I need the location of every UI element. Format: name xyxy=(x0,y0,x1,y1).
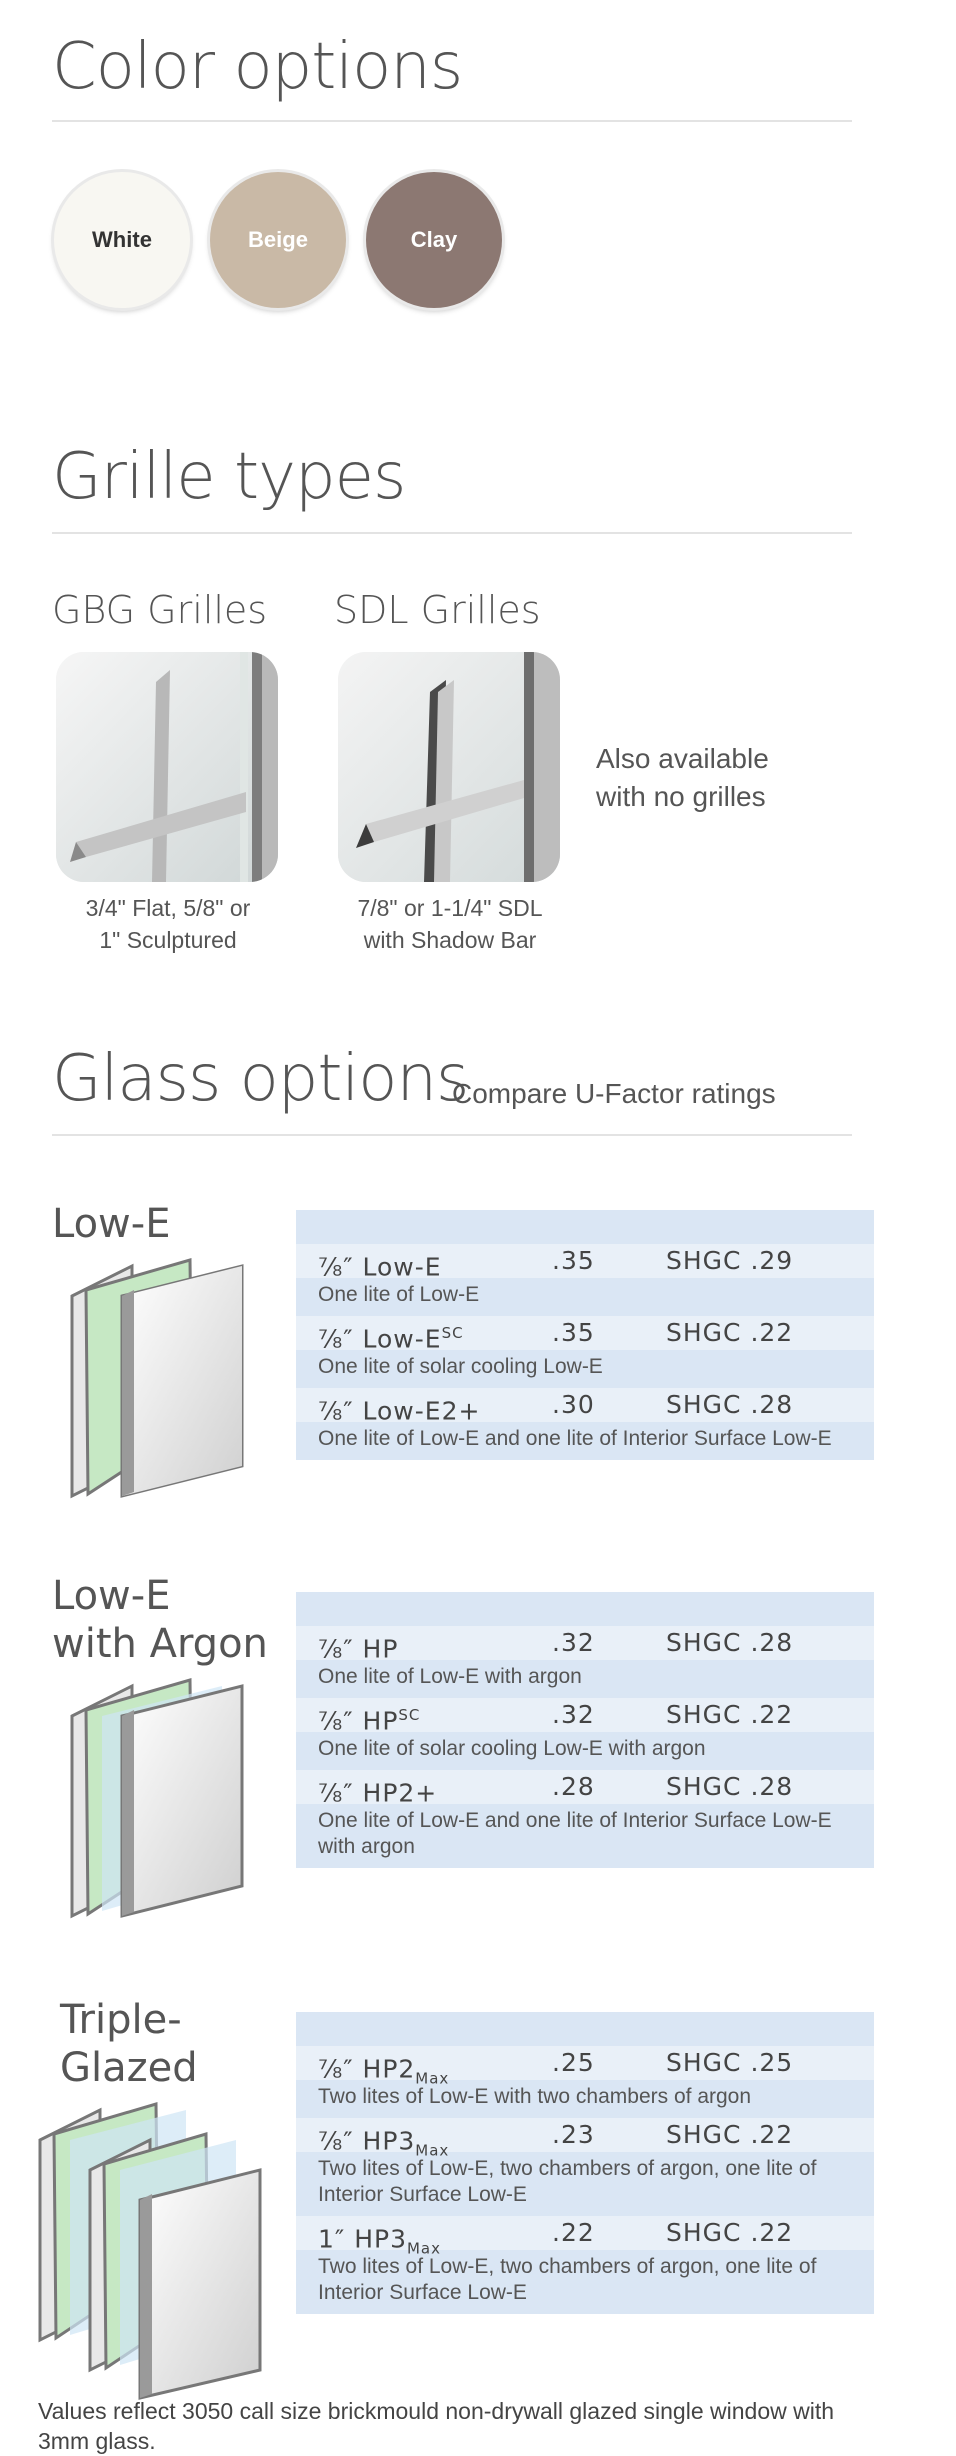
option-name-sup: SC xyxy=(398,1706,421,1724)
gbg-caption xyxy=(38,892,298,956)
swatch-white[interactable] xyxy=(54,172,190,308)
option-name-text: 1″ HP3 xyxy=(318,2224,407,2254)
option-name-sub: Max xyxy=(415,2069,450,2088)
glass-option-description: One lite of Low-E xyxy=(318,1283,480,1306)
grille-types-title: Grille types xyxy=(52,440,406,514)
glass-option-name xyxy=(318,1770,437,1819)
option-name-sup: SC xyxy=(441,1324,464,1342)
divider xyxy=(52,532,852,534)
option-name-text: ⅞″ HP xyxy=(318,1706,399,1736)
label-line: Glazed xyxy=(60,2045,198,2091)
shgc-value: SHGC .29 xyxy=(666,1246,794,1275)
swatch-label: White xyxy=(92,227,152,252)
option-name-sub: Max xyxy=(415,2141,450,2160)
shgc-value: SHGC .28 xyxy=(666,1628,794,1657)
divider xyxy=(52,1134,852,1136)
shgc-value: SHGC .28 xyxy=(666,1390,794,1419)
glass-option-description: Two lites of Low-E with two chambers of argon xyxy=(318,2085,752,2108)
label-line: Low-E xyxy=(52,1201,171,1247)
caption-line: 1" Sculptured xyxy=(99,927,237,953)
panel-top-spacer xyxy=(296,2012,874,2046)
compare-subtitle: Compare U-Factor ratings xyxy=(452,1078,776,1109)
divider xyxy=(52,120,852,122)
glass-option-description: One lite of solar cooling Low-E with argon xyxy=(318,1737,706,1760)
low-e-argon-label xyxy=(52,1572,268,1668)
glass-option-description: One lite of Low-E and one lite of Interior Surface Low-E xyxy=(318,1427,832,1450)
glass-option-header xyxy=(296,1316,874,1354)
glass-option-row xyxy=(296,1316,874,1388)
glass-option-header xyxy=(296,1388,874,1426)
sdl-grille-image xyxy=(338,652,560,882)
triple-glazed-panel xyxy=(296,2012,874,2314)
glass-option-name xyxy=(318,1388,480,1437)
glass-option-row xyxy=(296,2046,874,2118)
u-factor-value: .23 xyxy=(552,2120,595,2149)
glass-option-header xyxy=(296,1770,874,1808)
glass-options-title: Glass options xyxy=(52,1042,469,1116)
u-factor-value: .28 xyxy=(552,1772,595,1801)
u-factor-value: .30 xyxy=(552,1390,595,1419)
sdl-grilles-title: SDL Grilles xyxy=(334,588,541,632)
glass-option-header xyxy=(296,1626,874,1664)
label-line: Triple- xyxy=(60,1997,182,2043)
glass-option-description: One lite of solar cooling Low-E xyxy=(318,1355,603,1378)
option-name-text: ⅞″ Low-E2+ xyxy=(318,1396,481,1426)
shgc-value: SHGC .22 xyxy=(666,2120,794,2149)
footnote: Values reflect 3050 call size brickmould non-drywall glazed single window with 3mm glass. xyxy=(38,2398,835,2454)
glass-option-description: Two lites of Low-E, two chambers of argon, one lite of Interior Surface Low-E xyxy=(318,2157,817,2206)
option-name-text: ⅞″ HP xyxy=(318,1634,399,1664)
u-factor-value: .35 xyxy=(552,1318,595,1347)
note-line: Also available xyxy=(596,743,769,774)
option-name-text: ⅞″ HP2 xyxy=(318,2054,416,2084)
option-name-sub: Max xyxy=(406,2239,441,2258)
triple-glazed-label xyxy=(60,1996,198,2092)
glass-option-header xyxy=(296,1698,874,1736)
u-factor-value: .32 xyxy=(552,1628,595,1657)
glass-option-name xyxy=(318,2118,449,2167)
glass-option-header xyxy=(296,2118,874,2160)
glass-option-name xyxy=(318,2046,449,2095)
swatch-label: Clay xyxy=(410,227,458,252)
color-options-title: Color options xyxy=(52,30,463,104)
gbg-grille-image xyxy=(56,652,278,882)
glass-option-row xyxy=(296,2118,874,2216)
no-grilles-note xyxy=(596,740,769,816)
double-pane-argon-icon xyxy=(62,1676,252,1951)
label-line: Low-E xyxy=(52,1573,171,1619)
glass-option-header xyxy=(296,1244,874,1282)
glass-option-description: One lite of Low-E with argon xyxy=(318,1665,582,1688)
sdl-caption xyxy=(320,892,580,956)
shgc-value: SHGC .22 xyxy=(666,2218,794,2247)
glass-option-row xyxy=(296,2216,874,2314)
option-name-text: ⅞″ HP3 xyxy=(318,2126,416,2156)
low-e-label xyxy=(52,1200,170,1248)
glass-option-name xyxy=(318,1698,420,1747)
glass-option-description: Two lites of Low-E, two chambers of argon, one lite of Interior Surface Low-E xyxy=(318,2255,817,2304)
swatch-beige[interactable] xyxy=(210,172,346,308)
glass-option-header xyxy=(296,2046,874,2088)
caption-line: 3/4" Flat, 5/8" or xyxy=(85,895,251,921)
option-name-text: ⅞″ Low-E xyxy=(318,1252,442,1282)
u-factor-value: .32 xyxy=(552,1700,595,1729)
glass-option-name xyxy=(318,1244,442,1293)
swatch-label: Beige xyxy=(248,227,308,252)
glass-option-row xyxy=(296,1626,874,1698)
option-name-text: ⅞″ HP2+ xyxy=(318,1778,438,1808)
u-factor-value: .22 xyxy=(552,2218,595,2247)
caption-line: with Shadow Bar xyxy=(363,927,537,953)
glass-option-row xyxy=(296,1388,874,1460)
glass-option-description: One lite of Low-E and one lite of Interior Surface Low-E with argon xyxy=(318,1809,832,1858)
swatch-clay[interactable] xyxy=(366,172,502,308)
glass-option-header xyxy=(296,2216,874,2258)
u-factor-value: .35 xyxy=(552,1246,595,1275)
glass-option-name xyxy=(318,2216,441,2265)
shgc-value: SHGC .28 xyxy=(666,1772,794,1801)
panel-top-spacer xyxy=(296,1210,874,1244)
shgc-value: SHGC .25 xyxy=(666,2048,794,2077)
triple-pane-icon xyxy=(36,2100,276,2405)
gbg-grilles-title: GBG Grilles xyxy=(52,588,268,632)
caption-line: 7/8" or 1-1/4" SDL xyxy=(357,895,543,921)
panel-top-spacer xyxy=(296,1592,874,1626)
shgc-value: SHGC .22 xyxy=(666,1700,794,1729)
note-line: with no grilles xyxy=(596,781,766,812)
glass-option-name xyxy=(318,1626,398,1675)
glass-option-row xyxy=(296,1770,874,1868)
label-line: with Argon xyxy=(52,1621,268,1667)
u-factor-value: .25 xyxy=(552,2048,595,2077)
low-e-argon-panel xyxy=(296,1592,874,1868)
glass-option-row xyxy=(296,1244,874,1316)
double-pane-icon xyxy=(62,1256,252,1531)
shgc-value: SHGC .22 xyxy=(666,1318,794,1347)
glass-option-row xyxy=(296,1698,874,1770)
glass-option-name xyxy=(318,1316,464,1365)
low-e-panel xyxy=(296,1210,874,1460)
option-name-text: ⅞″ Low-E xyxy=(318,1324,442,1354)
